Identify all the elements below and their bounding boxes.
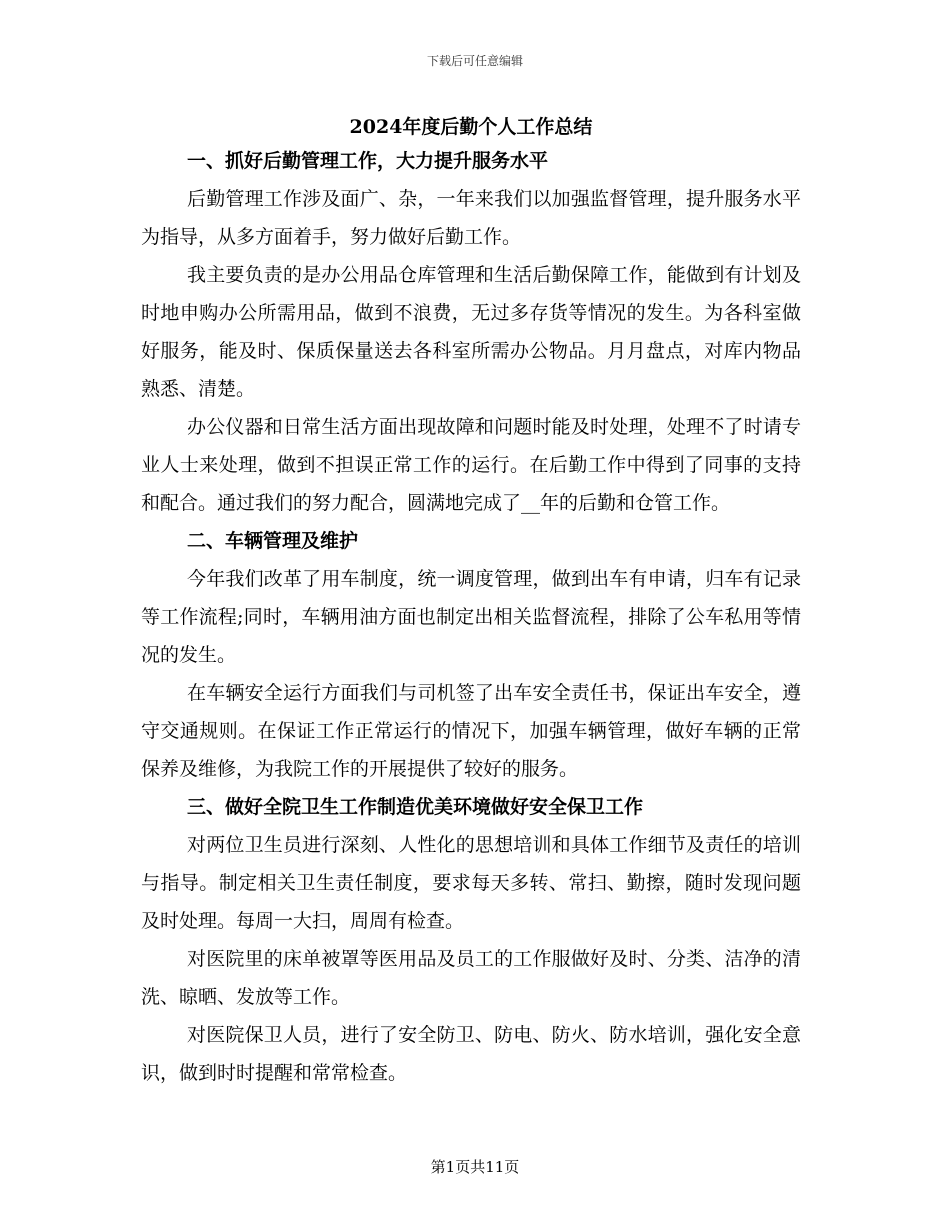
section-heading: 三、做好全院卫生工作制造优美环境做好安全保卫工作	[187, 796, 644, 818]
paragraph: 对医院保卫人员，进行了安全防卫、防电、防火、防水培训，强化安全意识，做到时时提醒和常常检查。	[141, 1024, 801, 1084]
document-title: 2024年度后勤个人工作总结	[349, 116, 593, 138]
section-heading: 一、抓好后勤管理工作，大力提升服务水平	[187, 150, 549, 172]
paragraph: 在车辆安全运行方面我们与司机签了出车安全责任书，保证出车安全，遵守交通规则。在保证工作正常运行的情况下，加强车辆管理，做好车辆的正常保养及维修，为我院工作的开展提供了较好的服务。	[141, 682, 801, 780]
paragraph: 今年我们改革了用车制度，统一调度管理，做到出车有申请，归车有记录等工作流程;同时，车辆用油方面也制定出相关监督流程，排除了公车私用等情况的发生。	[141, 568, 801, 666]
paragraph: 对医院里的床单被罩等医用品及员工的工作服做好及时、分类、洁净的清洗、晾晒、发放等工作。	[141, 948, 801, 1008]
paragraph: 办公仪器和日常生活方面出现故障和问题时能及时处理，处理不了时请专业人士来处理，做到不担误正常工作的运行。在后勤工作中得到了同事的支持和配合。通过我们的努力配合，圆满地完成了__年的后勤和仓管工作。	[141, 416, 801, 514]
paragraph: 我主要负责的是办公用品仓库管理和生活后勤保障工作，能做到有计划及时地申购办公所需用品，做到不浪费，无过多存货等情况的发生。为各科室做好服务，能及时、保质保量送去各科室所需办公物品。月月盘点，对库内物品熟悉、清楚。	[141, 264, 801, 400]
paragraph: 对两位卫生员进行深刻、人性化的思想培训和具体工作细节及责任的培训与指导。制定相关卫生责任制度，要求每天多转、常扫、勤擦，随时发现问题及时处理。每周一大扫，周周有检查。	[141, 834, 801, 932]
paragraph: 后勤管理工作涉及面广、杂，一年来我们以加强监督管理，提升服务水平为指导，从多方面着手，努力做好后勤工作。	[141, 188, 801, 248]
page-number: 第1页共11页	[430, 1158, 520, 1176]
section-heading: 二、车辆管理及维护	[187, 530, 359, 552]
document-body	[141, 112, 801, 1092]
page-header-note: 下载后可任意编辑	[426, 54, 523, 68]
